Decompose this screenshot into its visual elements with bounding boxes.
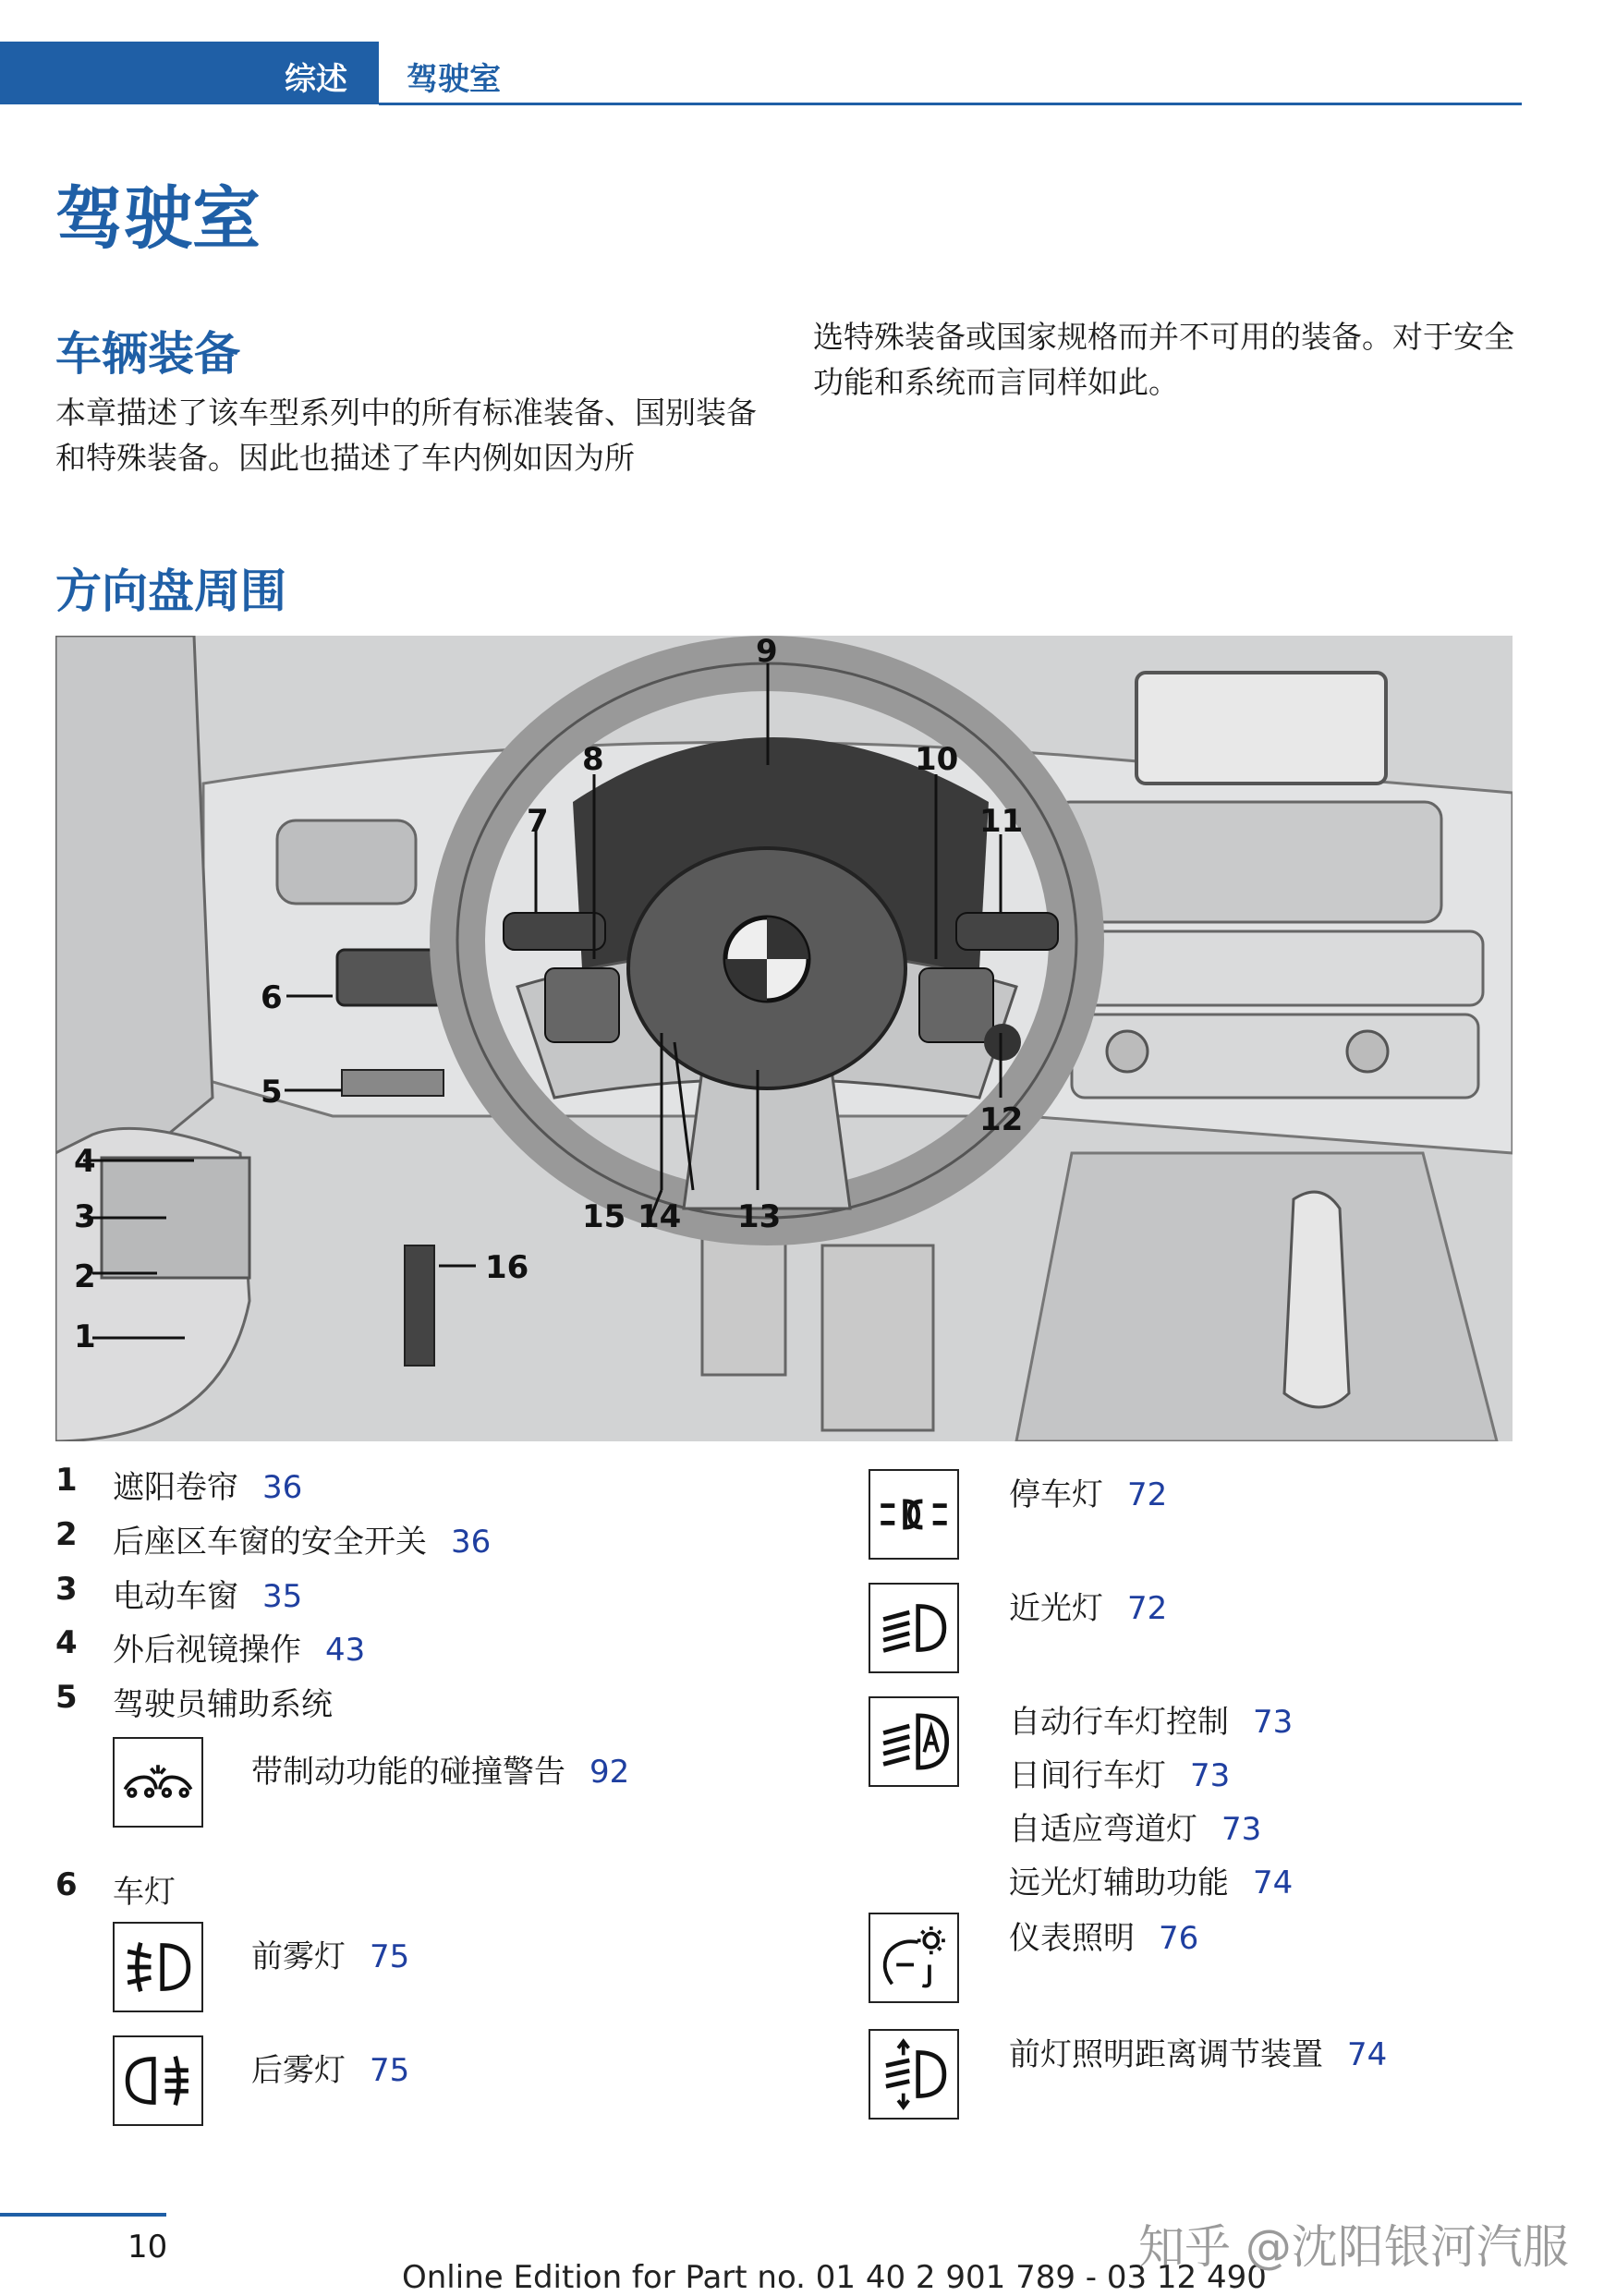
legend-item: 自动行车灯控制 73 <box>1009 1704 1294 1741</box>
section-heading-steering-wheel: 方向盘周围 <box>55 565 286 618</box>
page-ref-link[interactable]: 76 <box>1159 1920 1199 1957</box>
callout-1: 1 <box>74 1318 96 1355</box>
callout-15: 15 <box>582 1198 626 1235</box>
legend-number: 3 <box>55 1571 78 1608</box>
legend-subitem: 后雾灯 75 <box>251 2052 410 2089</box>
page-ref-link[interactable]: 35 <box>262 1578 303 1615</box>
edition-note: Online Edition for Part no. 01 40 2 901 789 - 03 12 490 <box>402 2259 1267 2296</box>
callout-13: 13 <box>737 1198 782 1235</box>
legend-item: 电动车窗 35 <box>113 1578 303 1615</box>
legend-number: 5 <box>55 1679 78 1716</box>
callout-9: 9 <box>756 636 778 670</box>
legend-item: 停车灯 72 <box>1009 1476 1168 1513</box>
page-ref-link[interactable]: 75 <box>370 2052 410 2089</box>
callout-10: 10 <box>915 741 959 778</box>
page-ref-link[interactable]: 73 <box>1221 1811 1262 1848</box>
page-ref-link[interactable]: 36 <box>451 1524 492 1561</box>
page-ref-link[interactable]: 75 <box>370 1938 410 1975</box>
legend-number: 2 <box>55 1516 78 1553</box>
page-ref-link[interactable]: 73 <box>1190 1757 1231 1794</box>
page-ref-link[interactable]: 36 <box>262 1469 303 1506</box>
legend-item: 后座区车窗的安全开关 36 <box>113 1524 492 1561</box>
header-tab-cockpit[interactable]: 驾驶室 <box>407 61 501 98</box>
legend-item: 外后视镜操作 43 <box>113 1632 366 1669</box>
auto-headlight-icon <box>869 1696 959 1787</box>
footer-rule <box>0 2213 166 2217</box>
parking-light-icon <box>869 1469 959 1560</box>
headlight-range-icon <box>869 2029 959 2120</box>
section-heading-equipment: 车辆装备 <box>55 327 240 381</box>
page-ref-link[interactable]: 74 <box>1347 2036 1388 2073</box>
legend-number: 6 <box>55 1866 78 1903</box>
header-rule <box>379 103 1522 105</box>
legend-item: 日间行车灯 73 <box>1009 1757 1231 1794</box>
legend-item: 车灯 <box>113 1874 176 1911</box>
header-tab-overview[interactable]: 综述 <box>285 61 347 98</box>
page-ref-link[interactable]: 72 <box>1127 1476 1168 1513</box>
front-fog-light-icon <box>113 1922 203 2012</box>
legend-item: 前灯照明距离调节装置 74 <box>1009 2036 1388 2073</box>
callout-2: 2 <box>74 1258 96 1295</box>
callout-14: 14 <box>638 1198 682 1235</box>
page-number: 10 <box>128 2229 168 2266</box>
rear-fog-light-icon <box>113 2035 203 2126</box>
page-ref-link[interactable]: 73 <box>1253 1704 1294 1741</box>
callout-5: 5 <box>261 1074 283 1111</box>
callout-16: 16 <box>485 1249 529 1286</box>
cockpit-drawing <box>55 636 1513 1441</box>
cockpit-illustration <box>55 636 1513 1441</box>
legend-item: 近光灯 72 <box>1009 1590 1168 1627</box>
collision-warning-icon <box>113 1737 203 1828</box>
callout-8: 8 <box>582 741 604 778</box>
callout-6: 6 <box>261 979 283 1016</box>
callout-3: 3 <box>74 1198 96 1235</box>
callout-12: 12 <box>979 1101 1024 1138</box>
callout-11: 11 <box>979 803 1024 840</box>
page-ref-link[interactable]: 74 <box>1253 1865 1294 1901</box>
legend-item: 自适应弯道灯 73 <box>1009 1811 1262 1848</box>
legend-number: 4 <box>55 1624 78 1661</box>
callout-7: 7 <box>527 803 549 840</box>
callout-4: 4 <box>74 1143 96 1180</box>
legend-number: 1 <box>55 1462 78 1499</box>
legend-item: 驾驶员辅助系统 <box>113 1686 333 1723</box>
intro-paragraph-right: 选特殊装备或国家规格而并不可用的装备。对于安全功能和系统而言同样如此。 <box>813 319 1514 400</box>
intro-paragraph-left: 本章描述了该车型系列中的所有标准装备、国别装备和特殊装备。因此也描述了车内例如因为所 <box>55 395 757 476</box>
legend-subitem: 带制动功能的碰撞警告 92 <box>251 1754 630 1791</box>
legend-item: 仪表照明 76 <box>1009 1920 1199 1957</box>
page-ref-link[interactable]: 43 <box>325 1632 366 1669</box>
legend-item: 远光灯辅助功能 74 <box>1009 1865 1294 1901</box>
watermark: 知乎 @沈阳银河汽服 <box>1138 2220 1569 2274</box>
page-title: 驾驶室 <box>55 179 261 259</box>
low-beam-icon <box>869 1583 959 1673</box>
legend-item: 遮阳卷帘 36 <box>113 1469 303 1506</box>
page-ref-link[interactable]: 72 <box>1127 1590 1168 1627</box>
page-ref-link[interactable]: 92 <box>589 1754 630 1791</box>
instrument-lighting-icon <box>869 1913 959 2003</box>
legend-subitem: 前雾灯 75 <box>251 1938 410 1975</box>
